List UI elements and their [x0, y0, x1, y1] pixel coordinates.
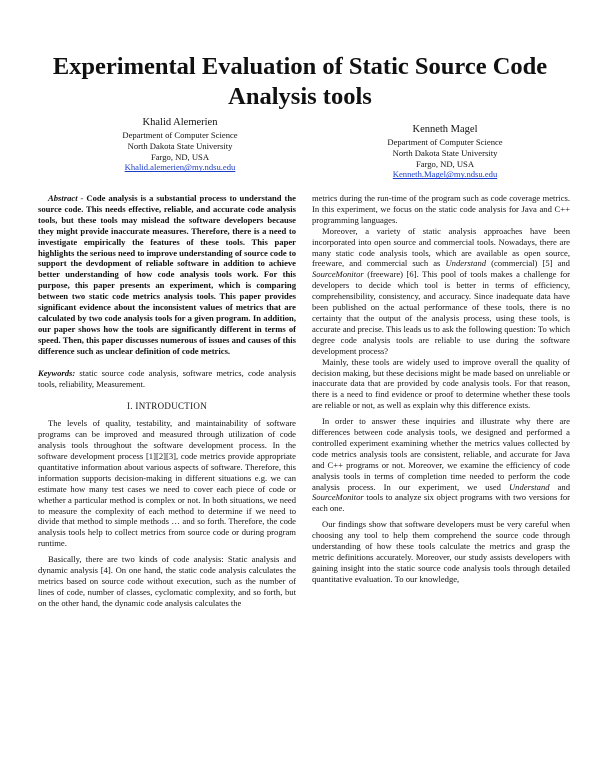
text-run: Moreover, a variety of static analysis approaches have been incorporated into open source and commercial tools. Nowadays, there are many static code analysis tools, which are available as open source, freeware, and commercial such as [312, 225, 570, 269]
body-paragraph: Mainly, these tools are widely used to improve overall the quality of decision making, but these decisions might be made based on unreliable or inaccurate data that are provided by code analysis tools. For that reason, there is a need to find evidence or proof to determine whether these tools are reliable or not, as well as explain why this difference exists. [312, 356, 570, 411]
author-department: Department of Computer Science [387, 137, 503, 147]
paper-title: Experimental Evaluation of Static Source Code Analysis tools [52, 53, 548, 110]
section-heading: I. INTRODUCTION [127, 401, 207, 412]
body-paragraph: Basically, there are two kinds of code analysis: Static analysis and dynamic analysis [4]. On one hand, the static code analysis calculates the metrics based on source code without execution, such as the number of lines of code, number of classes, cyclomatic complexity, and so forth, but on the other hand, the dynamic code analysis calculates the [38, 554, 296, 608]
author-location: Fargo, ND, USA [150, 151, 210, 162]
text-run: tools to analyze six object programs with two versions for each one. [312, 492, 570, 514]
body-paragraph [312, 416, 570, 514]
tool-name-sourcemonitor: SourceMonitor [312, 269, 364, 280]
body-paragraph [312, 226, 570, 357]
author-email-link[interactable]: Kenneth.Magel@my.ndsu.edu [392, 169, 498, 180]
text-run: In order to answer these inquiries and illustrate why there are differences between code analysis tools, we designed and performed a controlled experiment examining whether the metrics values collected by code metrics analysis tools are consistent, reliable, and accurate for Java and C++ programs or not. Moreover, we examine the efficiency of code analysis tools in terms of completion time needed to perform the code analysis process. In our experiment, we used [312, 416, 570, 492]
author-email-link[interactable]: Khalid.alemerien@my.ndsu.edu [124, 162, 236, 173]
tool-name-understand: Understand [508, 481, 550, 492]
author-university: North Dakota State University [392, 147, 498, 158]
abstract [38, 193, 296, 357]
author-name: Kenneth Magel [412, 124, 478, 135]
text-run: (freeware) [6]. This pool of tools makes a challenge for developers to decide which tool is better in terms of efficiency, comprehensibility, consistency, and accuracy. Since inadequate data have been published on the actual performance of these tools, there is no certainty that the output of the analysis process, using these tools, is accurate and precise. This leads us to ask the following question: To which degree code analysis tools are reliable to use during the software development process? [312, 269, 570, 356]
tool-name-understand: Understand [445, 258, 487, 269]
keywords-text: static source code analysis, software metrics, code analysis tools, reliability, Measurement. [38, 367, 296, 389]
keywords [38, 368, 296, 390]
left-column [38, 193, 296, 609]
author-department: Department of Computer Science [122, 130, 238, 140]
keywords-label: Keywords: [38, 367, 76, 378]
body-paragraph: The levels of quality, testability, and maintainability of software programs can be improved and measured through utilization of code analysis tools throughout the software development process. In the software development process [1][2][3], code metrics provide appropriate quantitative information about various aspects of software. Therefore, this information supports decision-making in different situations e.g. we can estimate how many test cases we need to cover each piece of code or whether a particular method is complex or not. In both situations, we need to measure the complexity of each method to determine if we need to divide that method to simple methods … and so forth. Therefore, the code analysis tools help to collect metrics from source code or during program runtime. [38, 418, 296, 549]
abstract-label: Abstract - [48, 193, 84, 203]
author-university: North Dakota State University [127, 140, 233, 151]
text-run: (commercial) [5] and [486, 258, 570, 269]
author-block-2 [355, 123, 535, 180]
body-paragraph: metrics during the run-time of the program such as code coverage metrics. In this experiment, we focus on the static code analysis for Java and C++ programming languages. [312, 193, 570, 225]
abstract-text: Code analysis is a substantial process to understand the source code. This needs effective, reliable, and accurate code analysis tools, but these tools may mislead the software developers because they might provide inaccurate measures. Therefore, there is a need to investigate empirically the features of these tools. This paper highlights the serious need to improve understanding of source code to support the devdopment of reliable software in addition to achieve better understanding of how code analysis tools work. For this purpose, this paper presents an experiment, which is comparing between two static code metrics analysis tools. This paper provides significant evidence about the inconsistent values of metrics that are calculated by two code analysis tools for a given program. In addition, our paper shows how the tools are significantly different in terms of speed. Then, this paper discusses numerous of issues and causes of this difference such as unclear definition of code metrics. [38, 193, 296, 356]
text-run: and [549, 481, 570, 492]
author-block-1 [90, 116, 270, 173]
author-location: Fargo, ND, USA [415, 158, 475, 169]
body-paragraph: Our findings show that software developers must be very careful when choosing any tool to help them comprehend the source code through understanding of how these tools calculate the metrics and grasp the metric definitions accurately. Moreover, our study assists developers with gaining insight into the static source code analysis tools through detailed quantitative evaluation. To our knowledge, [312, 519, 570, 584]
author-name: Khalid Alemerien [142, 117, 218, 128]
tool-name-sourcemonitor: SourceMonitor [312, 492, 364, 503]
right-column [312, 193, 570, 585]
